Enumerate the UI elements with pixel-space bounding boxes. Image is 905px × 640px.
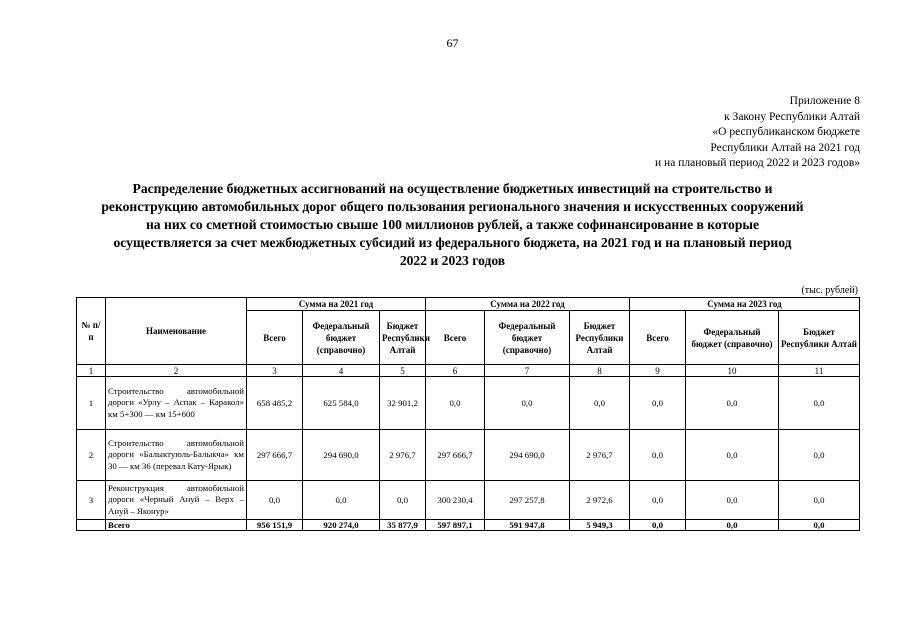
cell-value: 0,0 bbox=[779, 481, 860, 520]
cell-value: 0,0 bbox=[380, 481, 426, 520]
header-sum-2023: Сумма на 2023 год bbox=[630, 298, 860, 311]
appendix-note bbox=[655, 94, 860, 172]
cell-value: 297 257,8 bbox=[485, 481, 570, 520]
cell-value: 2 976,7 bbox=[570, 430, 630, 481]
header-sum-2022: Сумма на 2022 год bbox=[426, 298, 630, 311]
table-row bbox=[77, 430, 860, 481]
cell-value: 625 584,0 bbox=[303, 377, 380, 430]
cell-value: 0,0 bbox=[630, 481, 686, 520]
header-federal-2022: Федеральный бюджет (справочно) bbox=[485, 311, 570, 365]
cell-value: 2 972,6 bbox=[570, 481, 630, 520]
cell-value: 0,0 bbox=[779, 430, 860, 481]
appendix-line: к Закону Республики Алтай bbox=[724, 110, 860, 123]
header-total-2021: Всего bbox=[247, 311, 303, 365]
column-index: 4 bbox=[303, 365, 380, 377]
column-index: 10 bbox=[686, 365, 779, 377]
table-row bbox=[77, 481, 860, 520]
units-note: (тыс. рублей) bbox=[801, 285, 858, 296]
column-index: 7 bbox=[485, 365, 570, 377]
total-value: 0,0 bbox=[686, 520, 779, 531]
header-federal-2021: Федеральный бюджет (справочно) bbox=[303, 311, 380, 365]
appendix-line: «О республиканском бюджете bbox=[712, 126, 860, 138]
budget-table bbox=[76, 297, 860, 531]
column-index: 1 bbox=[77, 365, 106, 377]
appendix-line: и на плановый период 2022 и 2023 годов» bbox=[655, 157, 860, 169]
header-total-2022: Всего bbox=[426, 311, 485, 365]
total-value: 5 949,3 bbox=[570, 520, 630, 531]
title-line: 2022 и 2023 годов bbox=[399, 253, 506, 268]
cell-value: 0,0 bbox=[303, 481, 380, 520]
cell-value: 32 901,2 bbox=[380, 377, 426, 430]
cell-value: 0,0 bbox=[686, 481, 779, 520]
header-republic-2021: Бюджет Республики Алтай bbox=[380, 311, 426, 365]
cell-value: 294 690,0 bbox=[303, 430, 380, 481]
cell-value: 300 230,4 bbox=[426, 481, 485, 520]
total-row bbox=[77, 520, 860, 531]
cell-value: 0,0 bbox=[570, 377, 630, 430]
row-number: 3 bbox=[77, 481, 106, 520]
total-value: 35 877,9 bbox=[380, 520, 426, 531]
total-value: 0,0 bbox=[779, 520, 860, 531]
column-index: 8 bbox=[570, 365, 630, 377]
cell-value: 297 666,7 bbox=[247, 430, 303, 481]
cell-value: 0,0 bbox=[485, 377, 570, 430]
row-number: 2 bbox=[77, 430, 106, 481]
total-value: 591 947,8 bbox=[485, 520, 570, 531]
document-title bbox=[60, 180, 845, 270]
header-num: № п/п bbox=[77, 298, 106, 365]
column-index: 5 bbox=[380, 365, 426, 377]
row-name: Строительство автомобильной дороги «Балыктуюль-Балыкча» км 30 — км 36 (перевал Кату-Ярык) bbox=[106, 430, 247, 481]
page-number: 67 bbox=[446, 36, 459, 50]
column-index-row bbox=[77, 365, 860, 377]
title-line: реконструкцию автомобильных дорог общего пользования регионального значения и искусственных сооружений bbox=[101, 199, 804, 214]
column-index: 3 bbox=[247, 365, 303, 377]
total-value: 920 274,0 bbox=[303, 520, 380, 531]
title-line: Распределение бюджетных ассигнований на осуществление бюджетных инвестиций на строительство и bbox=[132, 181, 773, 196]
cell-value: 294 690,0 bbox=[485, 430, 570, 481]
total-num-cell bbox=[77, 520, 106, 531]
total-value: 597 897,1 bbox=[426, 520, 485, 531]
column-index: 11 bbox=[779, 365, 860, 377]
title-line: осуществляется за счет межбюджетных субсидий из федерального бюджета, на 2021 год и на плановый период bbox=[113, 235, 792, 250]
cell-value: 0,0 bbox=[686, 377, 779, 430]
cell-value: 297 666,7 bbox=[426, 430, 485, 481]
cell-value: 2 976,7 bbox=[380, 430, 426, 481]
total-label: Всего bbox=[106, 520, 247, 531]
cell-value: 0,0 bbox=[426, 377, 485, 430]
row-name: Строительство автомобильной дороги «Урлу – Аспак – Каракол» км 5+300 — км 15+600 bbox=[106, 377, 247, 430]
header-republic-2022: Бюджет Республики Алтай bbox=[570, 311, 630, 365]
row-number: 1 bbox=[77, 377, 106, 430]
header-federal-2023: Федеральный бюджет (справочно) bbox=[686, 311, 779, 365]
column-index: 9 bbox=[630, 365, 686, 377]
cell-value: 0,0 bbox=[779, 377, 860, 430]
column-index: 6 bbox=[426, 365, 485, 377]
header-row-years bbox=[77, 298, 860, 311]
cell-value: 0,0 bbox=[686, 430, 779, 481]
cell-value: 0,0 bbox=[247, 481, 303, 520]
header-sum-2021: Сумма на 2021 год bbox=[247, 298, 426, 311]
cell-value: 0,0 bbox=[630, 430, 686, 481]
table-row bbox=[77, 377, 860, 430]
column-index: 2 bbox=[106, 365, 247, 377]
header-republic-2023: Бюджет Республики Алтай bbox=[779, 311, 860, 365]
header-name: Наименование bbox=[106, 298, 247, 365]
appendix-line: Приложение 8 bbox=[789, 95, 860, 107]
cell-value: 0,0 bbox=[630, 377, 686, 430]
total-value: 956 151,9 bbox=[247, 520, 303, 531]
title-line: на них со сметной стоимостью свыше 100 миллионов рублей, а также софинансирование в которые bbox=[145, 217, 760, 232]
row-name: Реконструкция автомобильной дороги «Черный Ануй – Верх – Ануй – Яконур» bbox=[106, 481, 247, 520]
appendix-line: Республики Алтай на 2021 год bbox=[710, 141, 860, 154]
cell-value: 658 485,2 bbox=[247, 377, 303, 430]
header-total-2023: Всего bbox=[630, 311, 686, 365]
total-value: 0,0 bbox=[630, 520, 686, 531]
